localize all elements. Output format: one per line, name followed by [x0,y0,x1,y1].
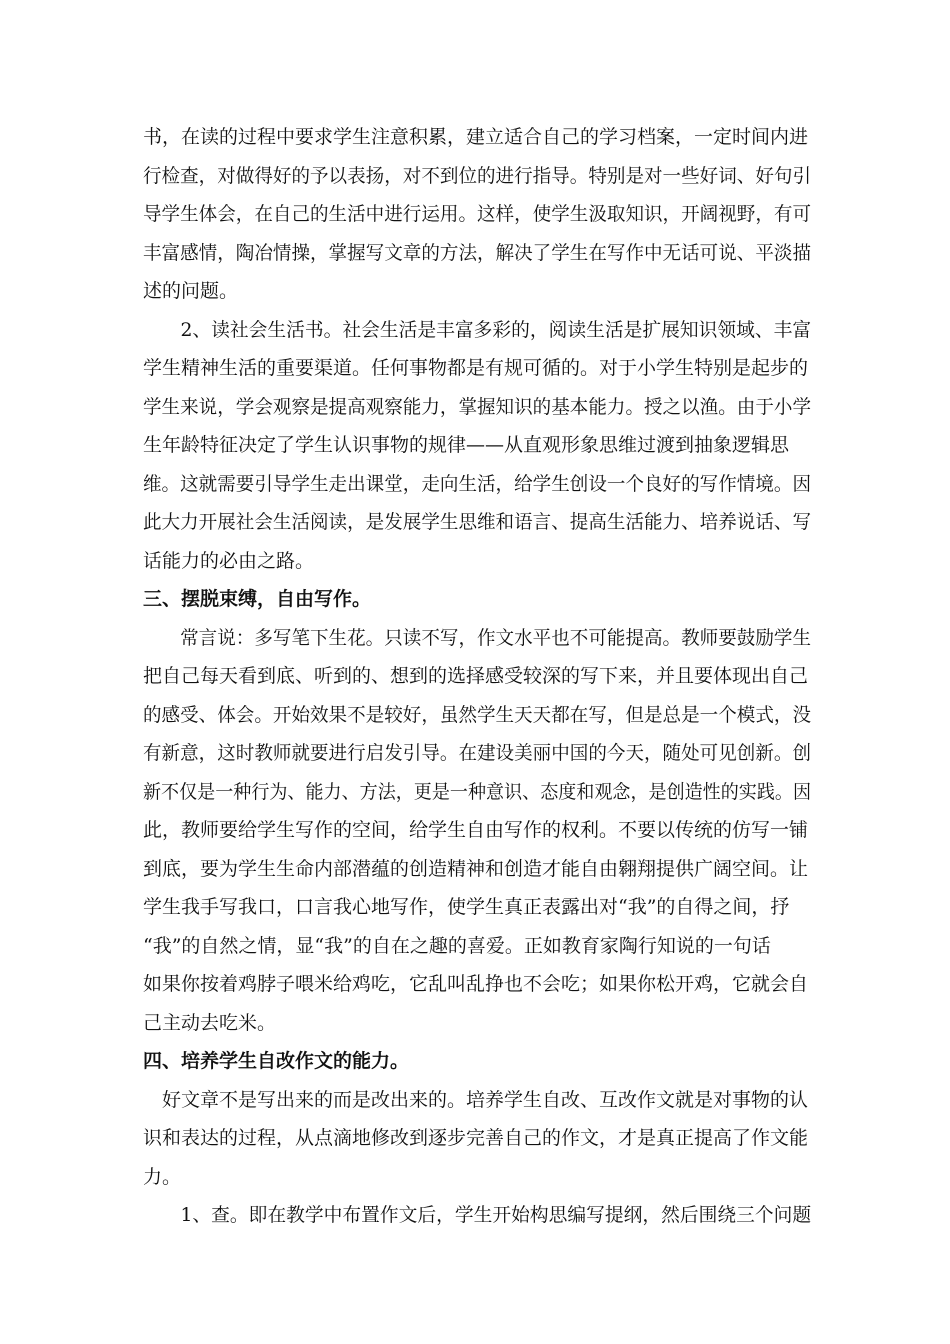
text-line: 到底，要为学生生命内部潜蕴的创造精神和创造才能自由翱翔提供广阔空间。让 [143,857,809,880]
paragraph [143,1196,811,1235]
text-line: “我”的自然之情，显“我”的自在之趣的喜爱。正如教育家陶行知说的一句话 [143,934,771,957]
text-line: 力。 [143,1165,182,1188]
text-line: 有新意，这时教师就要进行启发引导。在建设美丽中国的今天，随处可见创新。创 [143,742,812,764]
text-line: 的感受、体会。开始效果不是较好，虽然学生天天都在写，但是总是一个模式，没 [143,703,812,726]
text-line: 学生来说，学会观察是提高观察能力，掌握知识的基本能力。授之以渔。由于小学 [143,395,812,418]
text-line: 话能力的必由之路。 [143,549,315,572]
section-heading: 四、培养学生自改作文的能力。 [143,1050,410,1072]
text-line: 学生我手写我口，口言我心地写作，使学生真正表露出对“我”的自得之间，抒 [143,896,790,918]
text-line: 行检查，对做得好的予以表扬，对不到位的进行指导。特别是对一些好词、好句引 [143,164,812,187]
text-line: 丰富感情，陶冶情操，掌握写文章的方法，解决了学生在写作中无话可说、平淡描 [143,241,812,264]
text-line: 识和表达的过程，从点滴地修改到逐步完善自己的作文，才是真正提高了作文能 [143,1127,809,1149]
text-line: 生年龄特征决定了学生认识事物的规律——从直观形象思维过渡到抽象逻辑思 [143,434,790,456]
text-line: 述的问题。 [143,280,239,302]
text-line: 1、查。即在教学中布置作文后，学生开始构思编写提纲，然后围绕三个问题 [143,1204,812,1226]
text-line: 如果你按着鸡脖子喂米给鸡吃，它乱叫乱挣也不会吃；如果你松开鸡，它就会自 [143,973,809,995]
document-body [143,118,811,1235]
text-line: 导学生体会，在自己的生活中进行运用。这样，使学生汲取知识，开阔视野，有可 [143,203,812,225]
section-heading: 三、摆脱束缚，自由写作。 [143,588,372,610]
paragraph [143,1081,811,1197]
paragraph [143,619,811,1043]
text-line: 己主动去吃米。 [143,1011,277,1034]
text-line: 书，在读的过程中要求学生注意积累，建立适合自己的学习档案，一定时间内进 [143,126,809,148]
text-line: 好文章不是写出来的而是改出来的。培养学生自改、互改作文就是对事物的认 [143,1088,809,1111]
text-line: 学生精神生活的重要渠道。任何事物都是有规可循的。对于小学生特别是起步的 [143,357,809,379]
text-line: 常言说：多写笔下生花。只读不写，作文水平也不可能提高。教师要鼓励学生 [143,626,812,649]
text-line: 新不仅是一种行为、能力、方法，更是一种意识、态度和观念，是创造性的实践。因 [143,780,812,803]
text-line: 把自己每天看到底、听到的、想到的选择感受较深的写下来，并且要体现出自己 [143,665,809,687]
text-line: 维。这就需要引导学生走出课堂，走向生活，给学生创设一个良好的写作情境。因 [143,472,812,495]
text-line: 2、读社会生活书。社会生活是丰富多彩的，阅读生活是扩展知识领域、丰富 [143,318,812,341]
text-line: 此大力开展社会生活阅读，是发展学生思维和语言、提高生活能力、培养说话、写 [143,511,812,533]
text-line: 此，教师要给学生写作的空间，给学生自由写作的权利。不要以传统的仿写一铺 [143,819,809,841]
paragraph [143,118,811,311]
paragraph [143,311,811,581]
